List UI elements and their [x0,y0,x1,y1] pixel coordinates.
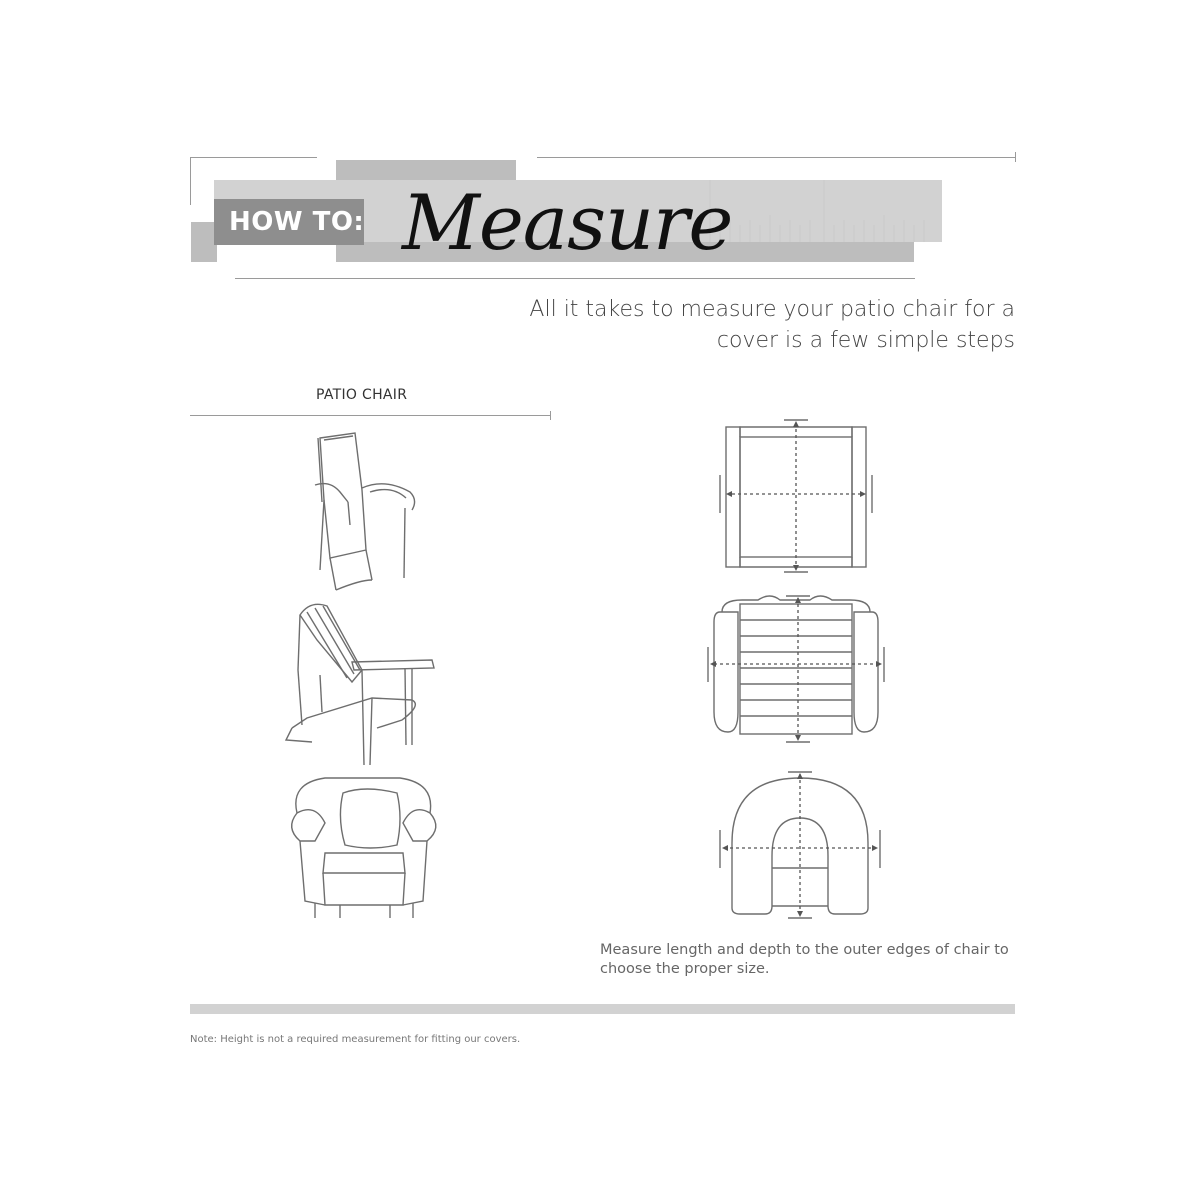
section-divider-end [550,411,551,420]
subtitle-line-2: cover is a few simple steps [716,328,1015,353]
header-line-top-right [537,157,1015,158]
header-bar-top [336,160,516,180]
adirondack-chair-icon [282,600,442,770]
header-line-left-vertical [190,157,191,205]
wicker-club-chair-icon [285,773,445,928]
caption-line-2: choose the proper size. [600,961,770,977]
subtitle [470,294,1015,356]
header-line-top-left [190,157,317,158]
section-label: PATIO CHAIR [316,387,408,403]
header-line-bottom [235,278,915,279]
measure-caption [600,941,1030,979]
caption-line-1: Measure length and depth to the outer edges of chair to [600,942,1009,958]
sling-chair-top-view-icon [710,415,880,575]
adirondack-chair-top-view-icon [700,592,890,747]
footer-divider-bar [190,1004,1015,1014]
subtitle-line-1: All it takes to measure your patio chair for a [529,297,1015,322]
footer-note: Note: Height is not a required measurement for fitting our covers. [190,1034,521,1045]
sling-chair-icon [300,430,430,595]
section-divider [190,415,551,416]
howto-label: HOW TO: [229,207,365,237]
club-chair-top-view-icon [710,768,890,923]
page-title: Measure [402,178,733,267]
header-line-right-vertical [1015,152,1016,162]
ruler-icon [700,180,942,242]
